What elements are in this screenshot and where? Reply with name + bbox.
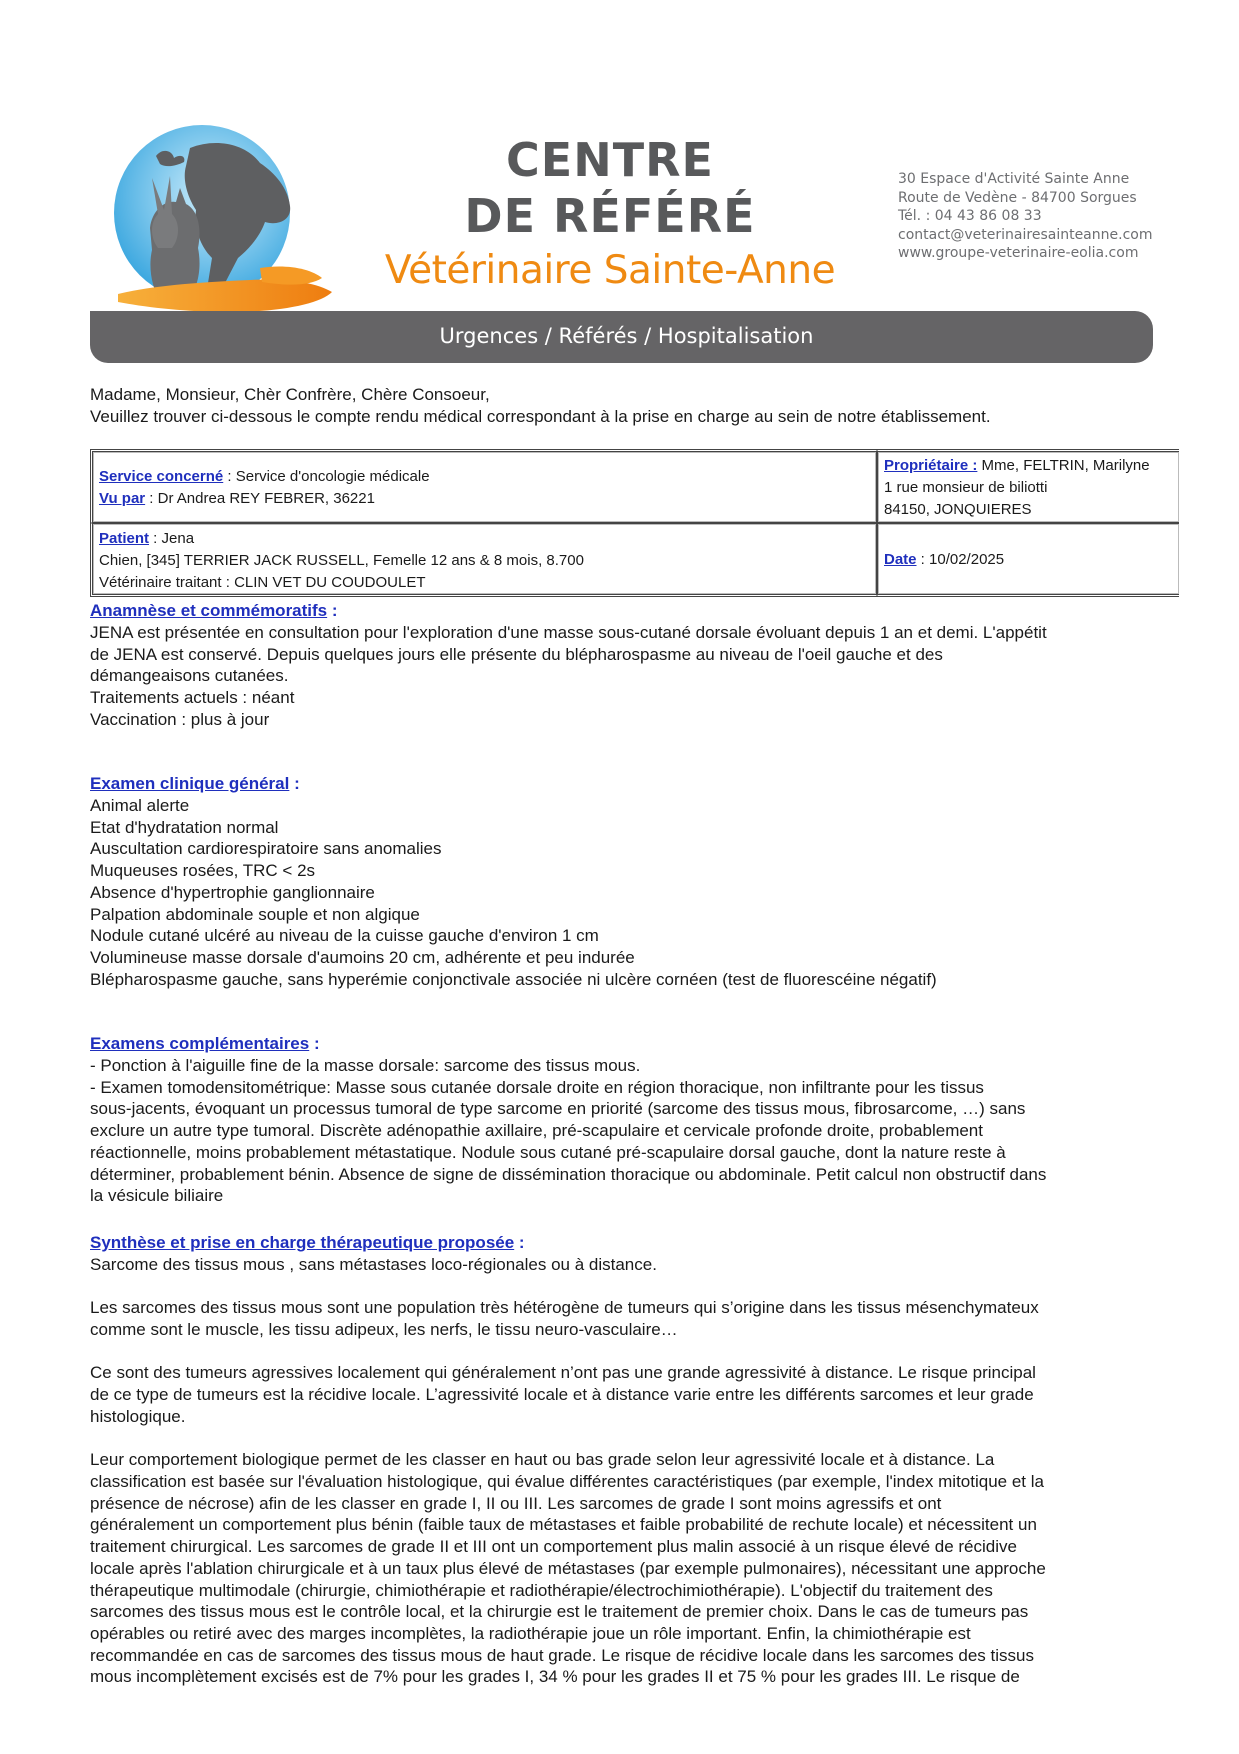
patient-value: : Jena xyxy=(149,530,195,547)
date-label[interactable]: Date xyxy=(884,551,917,568)
intro-text: Veuillez trouver ci-dessous le compte rendu médical correspondant à la prise en charge au sein de notre établissement. xyxy=(90,407,991,426)
synthese-p3-line: Leur comportement biologique permet de les classer en haut ou bas grade selon leur agressivité locale et à distance. La xyxy=(90,1450,995,1470)
synthese-p3-line: présence de nécrose) afin de les classer en grade I, II ou III. Les sarcomes de grade I sont moins agressifs et ont xyxy=(90,1493,942,1513)
synthese-p2-line: de ce type de tumeurs est la récidive locale. L’agressivité locale et à distance varie entre les différents sarcomes et leur grade xyxy=(90,1385,1034,1405)
synthese-summary: Sarcome des tissus mous , sans métastases loco-régionales ou à distance. xyxy=(90,1255,657,1274)
synthese-p3-line: traitement chirurgical. Les sarcomes de grade II et III ont un comportement plus malin associé à un risque élevé de récidive xyxy=(90,1537,1017,1557)
intro-greeting: Madame, Monsieur, Chèr Confrère, Chère Consoeur, xyxy=(90,385,490,404)
complementaires-line: - Examen tomodensitométrique: Masse sous cutanée dorsale droite en région thoracique, non infiltrante pour les tissus xyxy=(90,1077,984,1097)
brand-block xyxy=(380,132,840,296)
header-banner xyxy=(90,311,1153,363)
synthese-paragraph-2 xyxy=(90,1362,1150,1427)
patient-details: Chien, [345] TERRIER JACK RUSSELL, Femelle 12 ans & 8 mois, 8.700 xyxy=(99,552,584,569)
examen-body xyxy=(90,795,1150,990)
synthese-p3-line: thérapeutique multimodale (chirurgie, chimiothérapie et radiothérapie/électrochimiothérapie). L'objectif du traitement des xyxy=(90,1580,993,1600)
anamnese-title: Anamnèse et commémoratifs : xyxy=(90,601,338,620)
owner-address-2: 84150, JONQUIERES xyxy=(884,501,1032,518)
section-synthese xyxy=(90,1232,1150,1688)
patient-label[interactable]: Patient xyxy=(99,530,150,547)
patient-cell xyxy=(90,523,877,597)
owner-value: Mme, FELTRIN, Marilyne xyxy=(977,457,1150,474)
owner-cell xyxy=(877,449,1179,523)
vupar-label[interactable]: Vu par xyxy=(99,490,146,507)
brand-line-3: Vétérinaire Sainte-Anne xyxy=(384,248,836,293)
complementaires-body xyxy=(90,1055,1150,1207)
service-value: : Service d'oncologie médicale xyxy=(223,468,430,485)
synthese-paragraph-1 xyxy=(90,1297,1150,1340)
complementaires-line: sous-jacents, évoquant un processus tumoral de type sarcome en priorité (sarcome des tissus mous, fibrosarcome, …) sans xyxy=(90,1099,1026,1119)
brand-line-1: CENTRE xyxy=(506,133,714,187)
anamnese-line: démangeaisons cutanées. xyxy=(90,666,289,686)
examen-line: Etat d'hydratation normal xyxy=(90,817,279,837)
examen-title: Examen clinique général : xyxy=(90,774,300,793)
synthese-title: Synthèse et prise en charge thérapeutique proposée : xyxy=(90,1233,525,1252)
owner-address-1: 1 rue monsieur de biliotti xyxy=(884,479,1048,496)
service-cell xyxy=(90,449,877,523)
synthese-paragraph-3 xyxy=(90,1449,1150,1688)
vupar-value: : Dr Andrea REY FEBRER, 36221 xyxy=(145,490,375,507)
synthese-p3-line: opérables ou retiré avec des marges incomplètes, la radiothérapie joue un rôle important. Enfin, la chimiothérapie est xyxy=(90,1623,971,1643)
examen-line: Blépharospasme gauche, sans hyperémie conjonctivale associée ni ulcère cornéen (test de fluorescéine négatif) xyxy=(90,969,937,989)
date-value: : 10/02/2025 xyxy=(916,551,1005,568)
examen-line: Palpation abdominale souple et non algique xyxy=(90,904,420,924)
complementaires-line: déterminer, probablement bénin. Absence de signe de dissémination thoracique ou abdominale. Petit calcul non obstructif dans xyxy=(90,1164,1047,1184)
anamnese-line: Vaccination : plus à jour xyxy=(90,709,270,729)
examen-line: Auscultation cardiorespiratoire sans anomalies xyxy=(90,839,442,859)
synthese-p3-line: sarcomes des tissus mous est le contrôle local, et la chirurgie est le traitement de premier choix. Dans le cas de tumeurs pas xyxy=(90,1602,1029,1622)
synthese-p2-line: histologique. xyxy=(90,1406,186,1426)
synthese-p1-line: comme sont le muscle, les tissu adipeux, les nerfs, le tissu neuro-vasculaire… xyxy=(90,1320,678,1340)
examen-line: Muqueuses rosées, TRC < 2s xyxy=(90,861,316,881)
complementaires-line: la vésicule biliaire xyxy=(90,1186,224,1206)
complementaires-line: réactionnelle, moins probablement métastatique. Nodule sous cutané pré-scapulaire dorsal gauche, dont la nature reste à xyxy=(90,1142,1006,1162)
contact-block xyxy=(898,170,1152,263)
address-line-1: 30 Espace d'Activité Sainte Anne xyxy=(898,171,1130,187)
complementaires-line: - Ponction à l'aiguille fine de la masse dorsale: sarcome des tissus mous. xyxy=(90,1056,641,1075)
vet-traitant: Vétérinaire traitant : CLIN VET DU COUDOULET xyxy=(99,574,426,591)
anamnese-body xyxy=(90,622,1150,731)
synthese-p3-line: locale après l'ablation chirurgicale et à un taux plus élevé de métastases (par exemple pulmonaires), nécessitant une approche xyxy=(90,1558,1046,1578)
anamnese-line: JENA est présentée en consultation pour l'exploration d'une masse sous-cutané dorsale évoluant depuis 1 an et demi. L'appétit xyxy=(90,623,1047,642)
brand-line-2: DE RÉFÉRÉ xyxy=(464,189,756,243)
examen-line: Animal alerte xyxy=(90,796,190,815)
synthese-p2-line: Ce sont des tumeurs agressives localement qui généralement n’ont pas une grande agressivité à distance. Le risque principal xyxy=(90,1363,1036,1383)
synthese-p3-line: recommandée en cas de sarcomes des tissus mous de haut grade. Le risque de récidive locale dans les sarcomes des tissus xyxy=(90,1645,1034,1665)
synthese-p3-line: mous incomplètement excisés est de 7% pour les grades I, 34 % pour les grades II et 75 % pour les grades III. Le risque de xyxy=(90,1667,1020,1687)
synthese-p1-line: Les sarcomes des tissus mous sont une population très hétérogène de tumeurs qui s’origine dans les tissus mésenchymateux xyxy=(90,1298,1039,1318)
date-cell xyxy=(877,523,1179,597)
intro xyxy=(90,384,991,428)
complementaires-title: Examens complémentaires : xyxy=(90,1034,320,1053)
synthese-p3-line: classification est basée sur l'évaluation histologique, qui évalue différentes caractéristiques (par exemple, l'index mitotique et la xyxy=(90,1471,1044,1491)
section-anamnese xyxy=(90,600,1150,731)
email: contact@veterinairesainteanne.com xyxy=(898,226,1153,243)
synthese-p3-line: généralement un comportement plus bénin (faible taux de métastases et faible probabilité de rechute locale) et nécessitent un xyxy=(90,1515,1037,1535)
examen-line: Absence d'hypertrophie ganglionnaire xyxy=(90,882,375,902)
section-examens-complementaires xyxy=(90,1033,1150,1207)
website: www.groupe-veterinaire-eolia.com xyxy=(898,245,1139,261)
phone: Tél. : 04 43 86 08 33 xyxy=(898,208,1042,224)
address-line-2: Route de Vedène - 84700 Sorgues xyxy=(898,189,1137,206)
section-examen-clinique xyxy=(90,773,1150,990)
examen-line: Volumineuse masse dorsale d'aumoins 20 cm, adhérente et peu indurée xyxy=(90,947,635,967)
anamnese-line: de JENA est conservé. Depuis quelques jours elle présente du blépharospasme au niveau de l'oeil gauche et des xyxy=(90,644,943,664)
anamnese-line: Traitements actuels : néant xyxy=(90,688,295,708)
complementaires-line: exclure un autre type tumoral. Discrète adénopathie axillaire, pré-scapulaire et cervicale profonde droite, probablement xyxy=(90,1121,983,1141)
banner-text: Urgences / Référés / Hospitalisation xyxy=(439,324,814,348)
owner-label[interactable]: Propriétaire : xyxy=(884,457,978,474)
examen-line: Nodule cutané ulcéré au niveau de la cuisse gauche d'environ 1 cm xyxy=(90,926,599,946)
service-label[interactable]: Service concerné xyxy=(99,468,224,485)
clinic-logo-icon xyxy=(110,118,350,328)
